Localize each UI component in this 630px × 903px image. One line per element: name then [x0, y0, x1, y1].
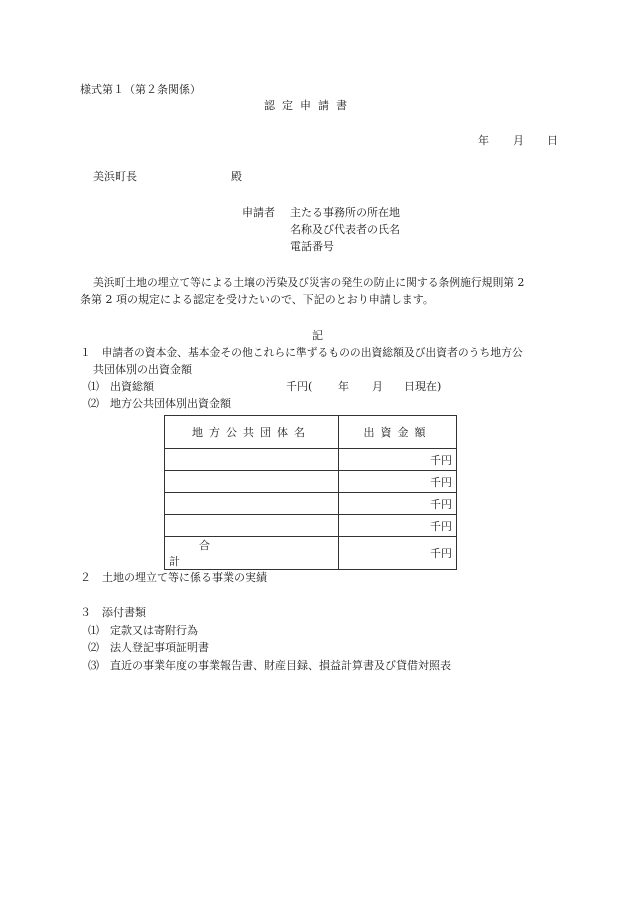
amount-cell[interactable]: 千円 [339, 515, 457, 537]
section1-heading-line2: 共団体別の出資金額 [93, 363, 192, 376]
table-row [165, 449, 457, 471]
header-investment-amount: 出資金額 [339, 416, 457, 449]
applicant-label: 申請者 [242, 206, 275, 219]
addressee-name: 美浜町長 [93, 170, 137, 183]
as-of-year-label: 年 [338, 380, 349, 393]
body-text-line1: 美浜町土地の埋立て等による土壌の汚染及び災害の発生の防止に関する条例施行規則第 2 [93, 276, 525, 289]
document-title: 認定申請書 [264, 99, 354, 112]
applicant-phone-label: 電話番号 [290, 240, 334, 253]
amount-cell[interactable]: 千円 [339, 493, 457, 515]
section1-heading-line1: １ 申請者の資本金、基本金その他これらに準ずるものの出資総額及び出資者のうち地方公 [80, 346, 523, 359]
table-row [165, 493, 457, 515]
section2-heading: ２ 土地の埋立て等に係る事業の実績 [80, 571, 267, 584]
total-investment-unit: 千円( [286, 380, 313, 393]
government-name-cell[interactable] [165, 515, 339, 537]
date-month-label: 月 [513, 134, 524, 147]
as-of-day-label: 日現在) [404, 380, 442, 393]
table-row [165, 515, 457, 537]
applicant-name-label: 名称及び代表者の氏名 [290, 223, 400, 236]
total-amount-cell[interactable]: 千円 [339, 537, 457, 570]
applicant-address-label: 主たる事務所の所在地 [290, 206, 400, 219]
attachment-item: ⑵ 法人登記事項証明書 [88, 641, 209, 654]
as-of-month-label: 月 [372, 380, 383, 393]
government-name-cell[interactable] [165, 449, 339, 471]
addressee-honorific: 殿 [231, 170, 242, 183]
attachment-item: ⑴ 定款又は寄附行為 [88, 624, 198, 637]
government-name-cell[interactable] [165, 493, 339, 515]
investment-table [164, 415, 457, 570]
total-investment-label: ⑴ 出資総額 [88, 380, 154, 393]
table-header-row [165, 416, 457, 449]
table-total-row [165, 537, 457, 570]
date-day-label: 日 [547, 134, 558, 147]
ki-heading: 記 [312, 329, 323, 342]
government-name-cell[interactable] [165, 471, 339, 493]
total-label-cell: 合計 [165, 537, 339, 570]
amount-cell[interactable]: 千円 [339, 471, 457, 493]
section3-heading: ３ 添付書類 [80, 606, 146, 619]
amount-cell[interactable]: 千円 [339, 449, 457, 471]
attachment-item: ⑶ 直近の事業年度の事業報告書、財産目録、損益計算書及び貸借対照表 [88, 659, 451, 672]
header-local-government-name: 地方公共団体名 [165, 416, 339, 449]
date-year-label: 年 [478, 134, 489, 147]
body-text-line2: 条第 2 項の規定による認定を受けたいので、下記のとおり申請します。 [80, 293, 434, 306]
form-number: 様式第１（第２条関係） [80, 83, 201, 96]
table-row [165, 471, 457, 493]
local-government-investment-label: ⑵ 地方公共団体別出資金額 [88, 397, 231, 410]
